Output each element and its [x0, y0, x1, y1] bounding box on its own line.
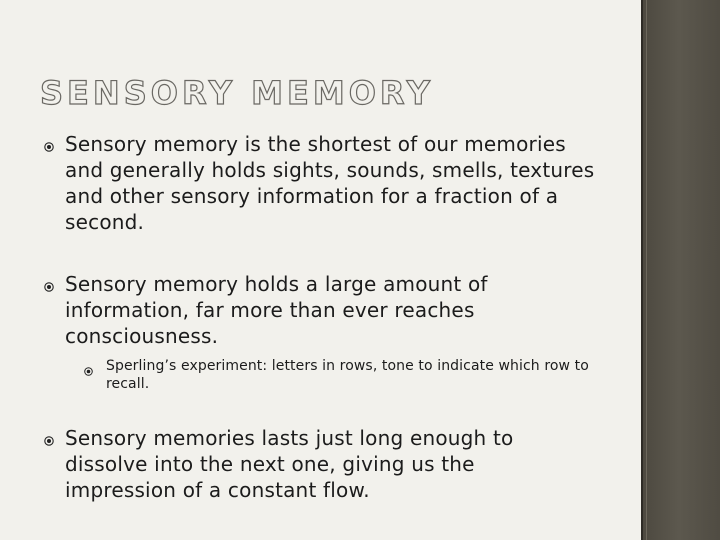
radio-bullet-icon	[44, 137, 54, 147]
bullet-item-1	[44, 131, 604, 235]
sidebar-divider	[646, 0, 647, 540]
bullet-text: Sensory memory is the shortest of our memories and generally holds sights, sounds, smells, textures and other sensory information for a fraction of a second.	[65, 132, 595, 234]
title-area	[40, 74, 434, 112]
radio-bullet-icon	[84, 361, 93, 370]
slide-title: SENSORY MEMORY	[40, 74, 434, 112]
bullet-item-2	[44, 271, 564, 349]
bullet-item-3	[44, 425, 564, 503]
radio-bullet-icon	[44, 277, 54, 287]
radio-bullet-icon	[44, 431, 54, 441]
bullet-text: Sperling’s experiment: letters in rows, tone to indicate which row to recall.	[106, 358, 589, 392]
bullet-text: Sensory memory holds a large amount of information, far more than ever reaches consciousness.	[65, 272, 488, 348]
decorative-sidebar	[641, 0, 720, 540]
bullet-text: Sensory memories lasts just long enough to dissolve into the next one, giving us the impression of a constant flow.	[65, 426, 514, 502]
sub-bullet-item	[84, 357, 604, 393]
